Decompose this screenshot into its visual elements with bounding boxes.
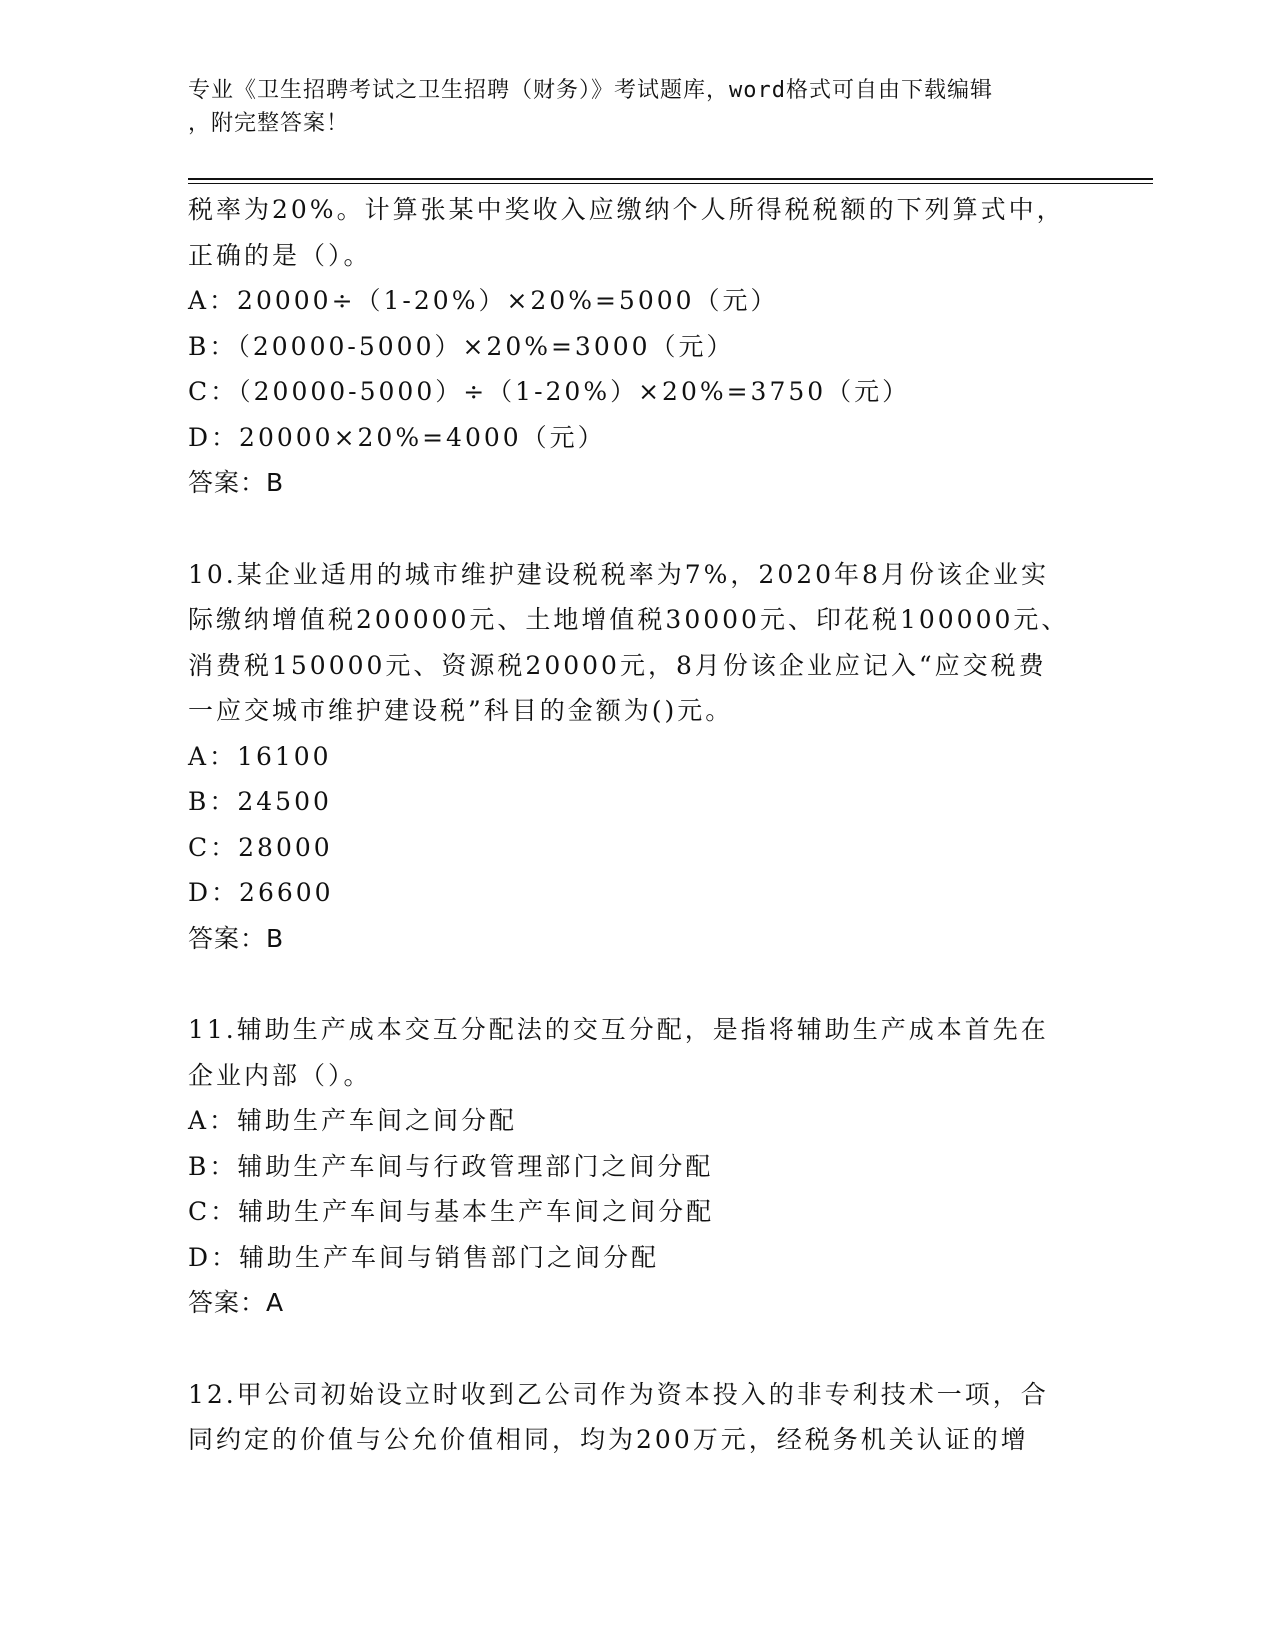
document-body	[188, 187, 1088, 1463]
answer-line: 答案：B	[188, 923, 285, 953]
header-rule-thin	[188, 183, 1153, 184]
option-a: A：20000÷（1-20%）×20%=5000（元）	[188, 286, 779, 315]
option-c: C：（20000-5000）÷（1-20%）×20%=3750（元）	[188, 377, 911, 406]
option-d: D：20000×20%=4000（元）	[188, 422, 606, 452]
option-b: B：24500	[188, 787, 332, 816]
option-a: A：辅助生产车间之间分配	[188, 1106, 518, 1135]
question-11	[188, 1007, 1088, 1326]
option-a: A：16100	[188, 741, 332, 771]
header-line-2: ，附完整答案！	[188, 111, 350, 136]
question-stem-line: 一应交城市维护建设税”科目的金额为()元。	[188, 696, 734, 725]
question-stem-line: 11.辅助生产成本交互分配法的交互分配，是指将辅助生产成本首先在	[188, 1015, 1049, 1044]
option-c: C：28000	[188, 832, 333, 862]
question-stem-line: 际缴纳增值税200000元、土地增值税30000元、印花税100000元、	[188, 605, 1070, 634]
answer-line: 答案：A	[188, 1288, 285, 1317]
option-d: D：辅助生产车间与销售部门之间分配	[188, 1242, 660, 1272]
question-stem-line: 10.某企业适用的城市维护建设税税率为7%，2020年8月份该企业实	[188, 559, 1049, 589]
question-spacer	[188, 1326, 1088, 1372]
question-spacer	[188, 506, 1088, 552]
question-stem-line: 税率为20%。计算张某中奖收入应缴纳个人所得税税额的下列算式中，	[188, 195, 1065, 224]
header-rule-thick	[188, 178, 1153, 180]
question-stem-line: 正确的是（）。	[188, 240, 372, 270]
document-header	[188, 74, 1068, 140]
answer-line: 答案：B	[188, 468, 285, 497]
header-line-1: 专业《卫生招聘考试之卫生招聘（财务）》考试题库，word格式可自由下载编辑	[188, 78, 993, 103]
question-10	[188, 552, 1088, 962]
question-stem-line: 消费税150000元、资源税20000元，8月份该企业应记入“应交税费	[188, 650, 1047, 680]
option-b: B：（20000-5000）×20%=3000（元）	[188, 331, 735, 361]
option-c: C：辅助生产车间与基本生产车间之间分配	[188, 1197, 715, 1226]
question-12	[188, 1372, 1088, 1463]
option-b: B：辅助生产车间与行政管理部门之间分配	[188, 1151, 714, 1181]
question-spacer	[188, 961, 1088, 1007]
question-stem-line: 企业内部（）。	[188, 1060, 372, 1090]
question-9	[188, 187, 1088, 506]
question-stem-line: 12.甲公司初始设立时收到乙公司作为资本投入的非专利技术一项，合	[188, 1379, 1049, 1409]
question-stem-line: 同约定的价值与公允价值相同，均为200万元，经税务机关认证的增	[188, 1425, 1029, 1454]
option-d: D：26600	[188, 878, 334, 907]
